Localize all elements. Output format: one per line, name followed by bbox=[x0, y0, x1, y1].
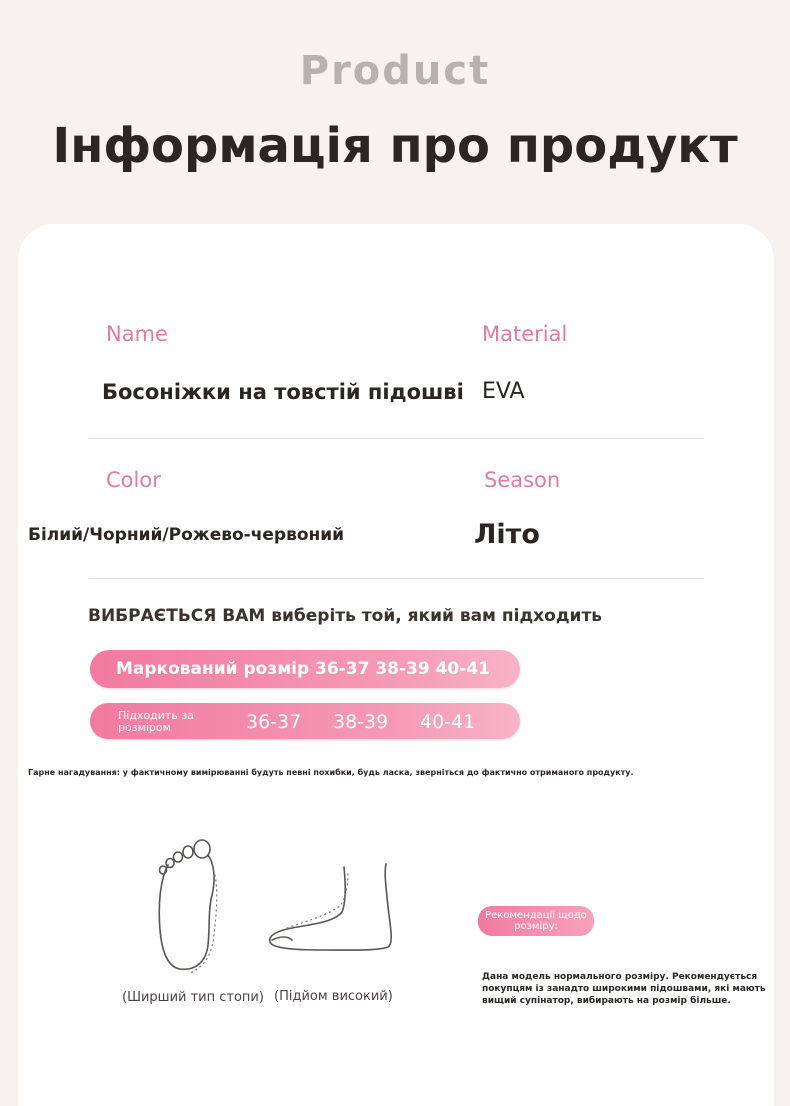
fits-size-label: Підходить за розміром bbox=[118, 709, 194, 734]
high-instep-foot-icon bbox=[262, 862, 397, 957]
recommendation-text: Дана модель нормального розміру. Рекомендується покупцям із занадто широкими підошвами, які мають вищий супінатор, вибирають на розмір більше. bbox=[482, 972, 766, 1006]
fits-size-value: 36-37 bbox=[246, 711, 302, 733]
section-kicker: Product bbox=[299, 48, 491, 94]
spec-divider bbox=[88, 578, 704, 579]
fits-size-value: 38-39 bbox=[333, 711, 389, 733]
material-label: Material bbox=[482, 322, 568, 346]
page-title: Інформація про продукт bbox=[52, 118, 738, 174]
color-value: Білий/Чорний/Рожево-червоний bbox=[28, 525, 345, 545]
marked-size-label: Маркований розмір 36-37 38-39 40-41 bbox=[116, 659, 490, 679]
fits-size-value: 40-41 bbox=[420, 711, 476, 733]
measurement-note: Гарне нагадування: у фактичному вимірюванні будуть певні похибки, будь ласка, зверніться до фактично отриманого продукту. bbox=[28, 768, 634, 777]
spec-divider bbox=[88, 438, 704, 439]
color-label: Color bbox=[106, 468, 161, 492]
high-instep-caption: (Підйом високий) bbox=[274, 989, 393, 1004]
wide-foot-icon bbox=[150, 835, 230, 975]
name-label: Name bbox=[106, 322, 168, 346]
fits-size-pill bbox=[90, 703, 520, 739]
name-value: Босоніжки на товстій підошві bbox=[102, 380, 464, 404]
recommendation-badge-label: Рекомендації щодо розміру: bbox=[485, 910, 587, 932]
material-value: EVA bbox=[482, 379, 525, 404]
size-choose-heading: ВИБРАЄТЬСЯ ВАМ виберіть той, який вам підходить bbox=[88, 606, 603, 626]
season-label: Season bbox=[484, 468, 561, 492]
season-value: Літо bbox=[474, 519, 540, 550]
marked-size-pill bbox=[90, 650, 520, 688]
recommendation-badge bbox=[478, 906, 594, 936]
wide-foot-caption: (Ширший тип стопи) bbox=[122, 990, 264, 1005]
